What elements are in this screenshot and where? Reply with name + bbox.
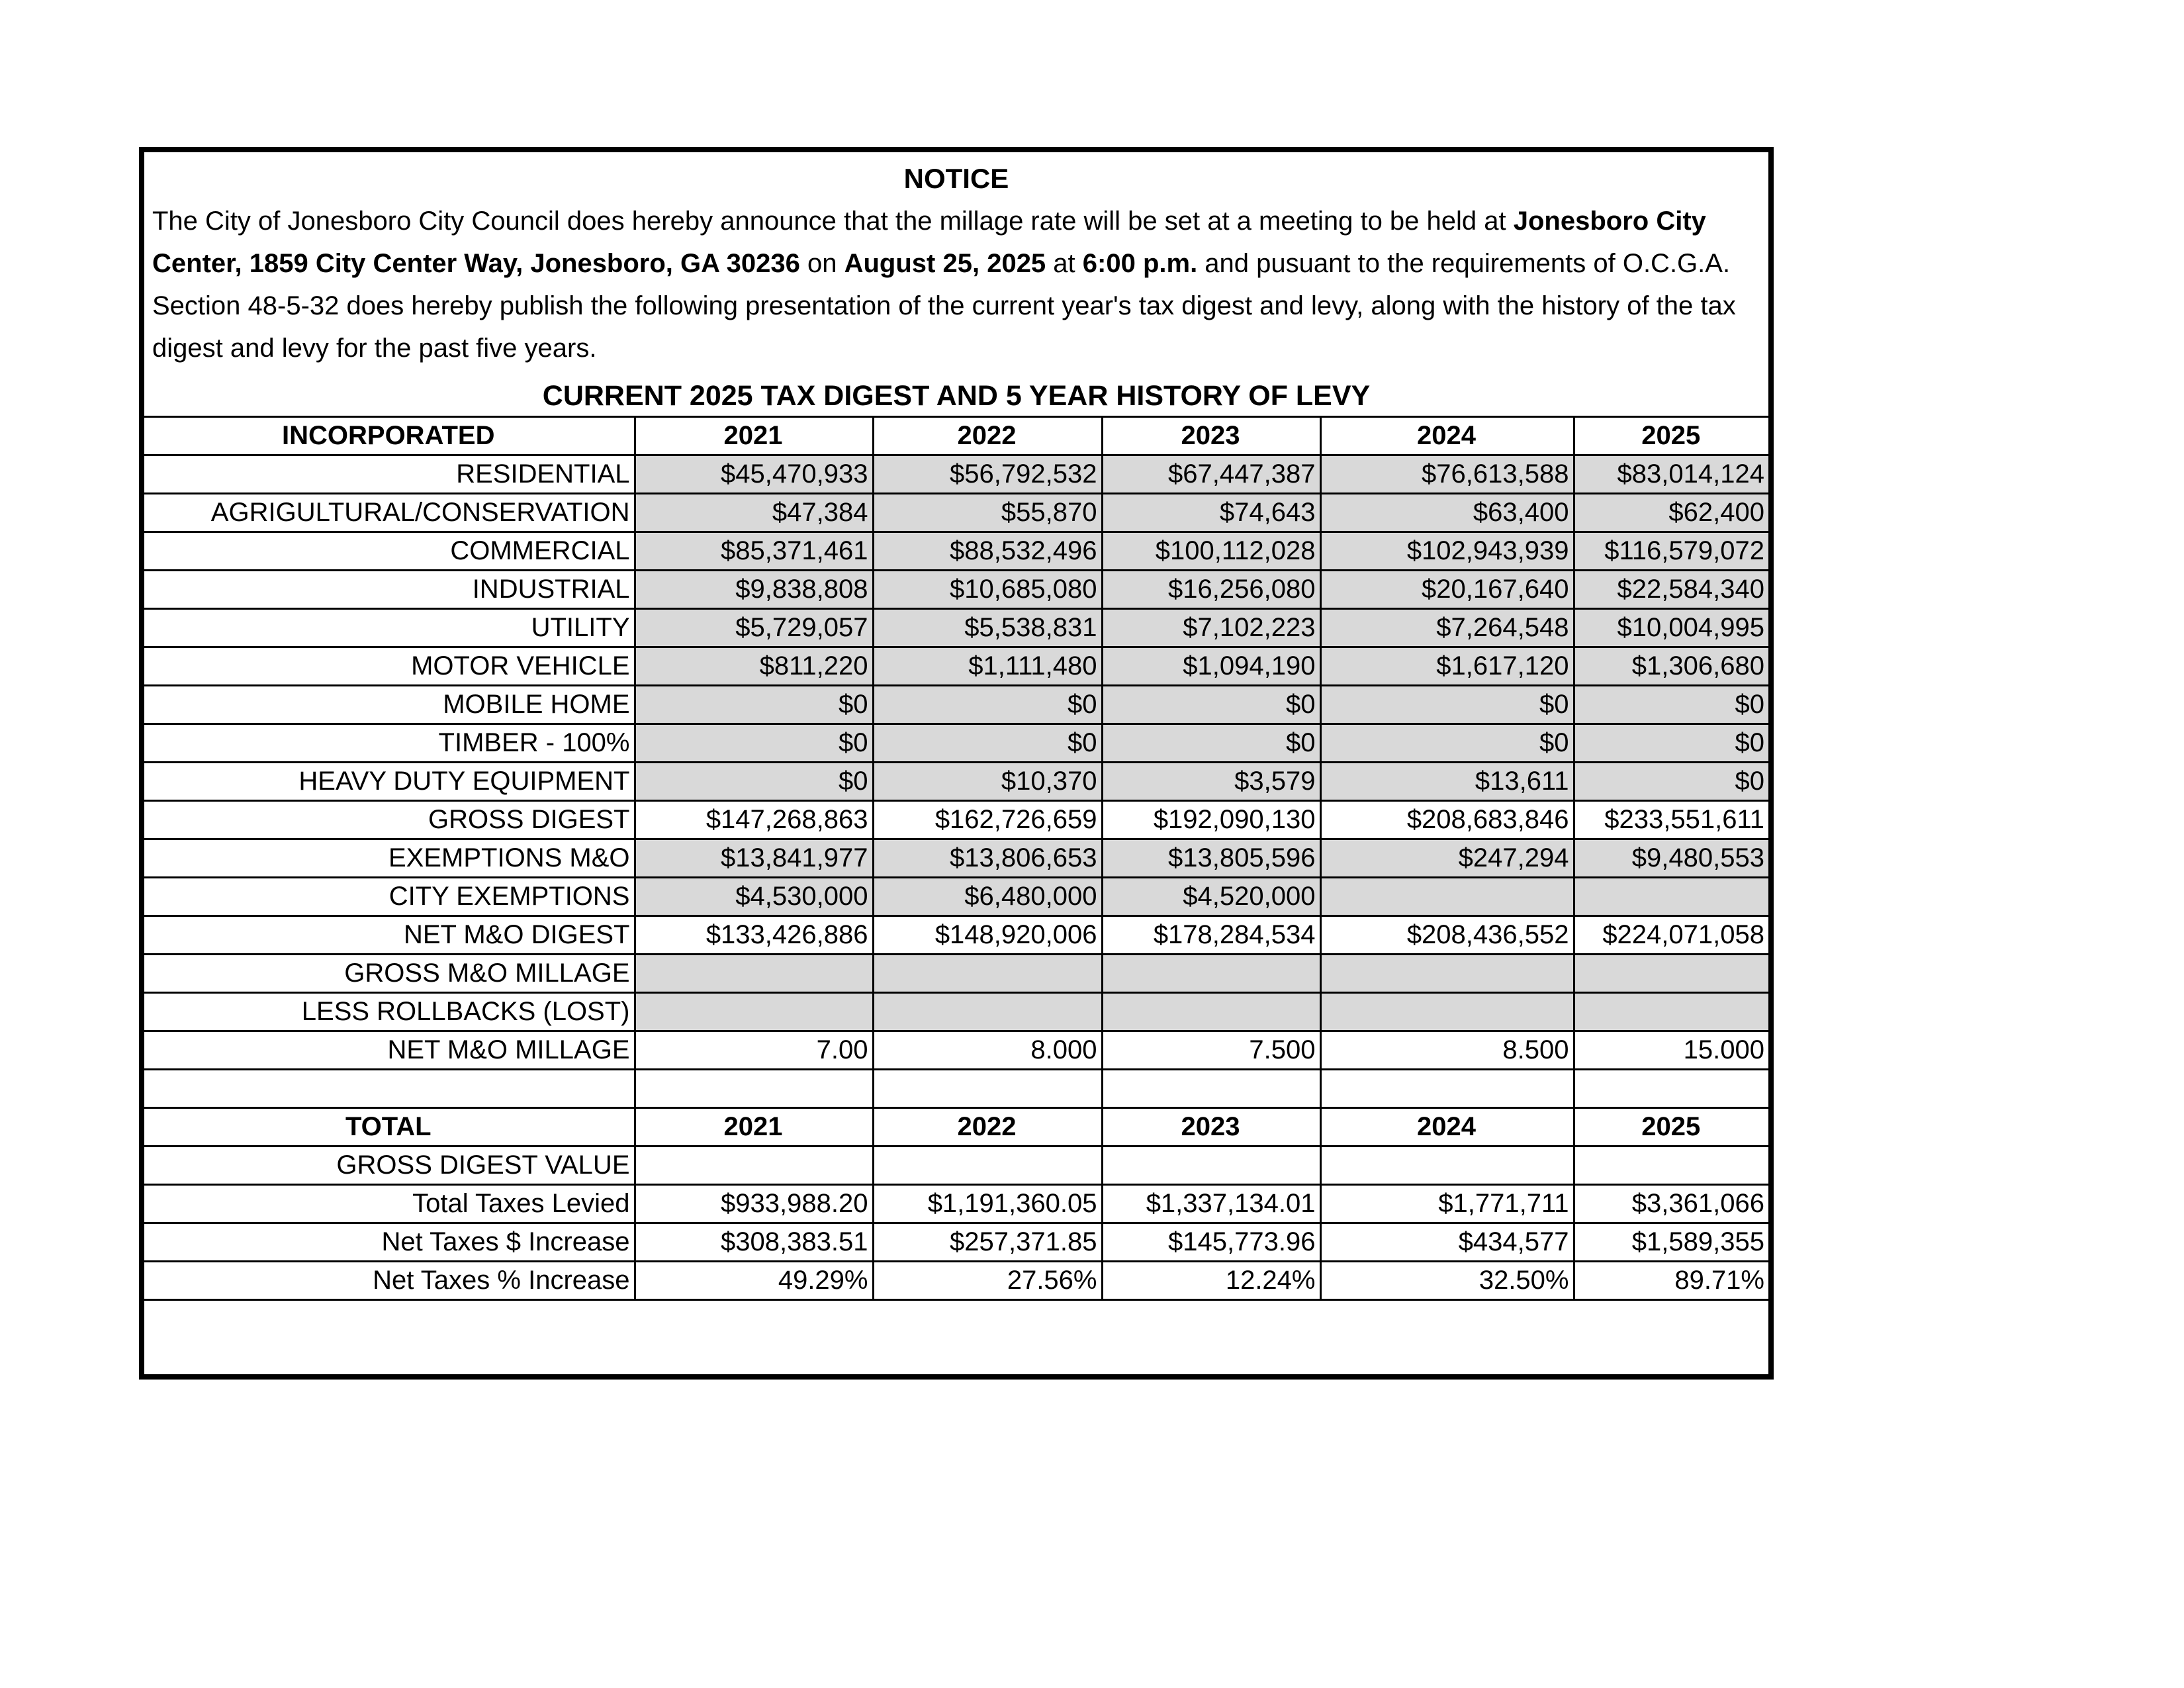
total-value-cell bbox=[1320, 1147, 1574, 1185]
incorporated-row-label: TIMBER - 100% bbox=[144, 724, 635, 763]
incorporated-value-cell bbox=[1102, 993, 1320, 1031]
year-header: 2024 bbox=[1320, 417, 1574, 455]
incorporated-value-cell: $0 bbox=[635, 686, 873, 724]
notice-title: NOTICE bbox=[903, 163, 1009, 194]
total-value-cell: 32.50% bbox=[1320, 1262, 1574, 1300]
year-header: 2024 bbox=[1320, 1108, 1574, 1147]
incorporated-value-cell: $148,920,006 bbox=[873, 916, 1102, 955]
incorporated-row bbox=[144, 532, 1768, 571]
notice-body bbox=[152, 200, 1767, 369]
spacer-row bbox=[144, 1070, 1768, 1108]
incorporated-value-cell: $0 bbox=[635, 763, 873, 801]
incorporated-row-label: MOBILE HOME bbox=[144, 686, 635, 724]
total-value-cell bbox=[1574, 1147, 1768, 1185]
incorporated-value-cell: $13,611 bbox=[1320, 763, 1574, 801]
incorporated-row bbox=[144, 955, 1768, 993]
total-row bbox=[144, 1262, 1768, 1300]
incorporated-value-cell: $88,532,496 bbox=[873, 532, 1102, 571]
year-header: 2022 bbox=[873, 1108, 1102, 1147]
incorporated-row bbox=[144, 993, 1768, 1031]
total-value-cell: $1,771,711 bbox=[1320, 1185, 1574, 1223]
incorporated-value-cell: $0 bbox=[1574, 763, 1768, 801]
total-row bbox=[144, 1147, 1768, 1185]
spacer-cell bbox=[1320, 1070, 1574, 1108]
total-row-label: Net Taxes % Increase bbox=[144, 1262, 635, 1300]
incorporated-row-label: GROSS M&O MILLAGE bbox=[144, 955, 635, 993]
notice-box bbox=[139, 147, 1774, 1380]
incorporated-value-cell bbox=[1102, 955, 1320, 993]
incorporated-row-label: RESIDENTIAL bbox=[144, 455, 635, 494]
spacer-cell bbox=[635, 1070, 873, 1108]
incorporated-value-cell bbox=[1574, 955, 1768, 993]
incorporated-row-label: INDUSTRIAL bbox=[144, 571, 635, 609]
incorporated-value-cell: $10,370 bbox=[873, 763, 1102, 801]
year-header: 2022 bbox=[873, 417, 1102, 455]
incorporated-row bbox=[144, 916, 1768, 955]
incorporated-value-cell: $247,294 bbox=[1320, 839, 1574, 878]
year-header: 2023 bbox=[1102, 1108, 1320, 1147]
digest-title: CURRENT 2025 TAX DIGEST AND 5 YEAR HISTORY OF LEVY bbox=[542, 380, 1371, 412]
incorporated-row-label: UTILITY bbox=[144, 609, 635, 647]
year-header: 2021 bbox=[635, 1108, 873, 1147]
incorporated-row-label: LESS ROLLBACKS (LOST) bbox=[144, 993, 635, 1031]
total-value-cell: $1,191,360.05 bbox=[873, 1185, 1102, 1223]
incorporated-value-cell: $0 bbox=[873, 724, 1102, 763]
incorporated-value-cell: $55,870 bbox=[873, 494, 1102, 532]
spacer-cell bbox=[1574, 1070, 1768, 1108]
incorporated-row-label: HEAVY DUTY EQUIPMENT bbox=[144, 763, 635, 801]
incorporated-value-cell: $9,480,553 bbox=[1574, 839, 1768, 878]
incorporated-value-cell: $162,726,659 bbox=[873, 801, 1102, 839]
total-row-label: GROSS DIGEST VALUE bbox=[144, 1147, 635, 1185]
incorporated-value-cell: $10,685,080 bbox=[873, 571, 1102, 609]
total-value-cell: 12.24% bbox=[1102, 1262, 1320, 1300]
incorporated-value-cell: $45,470,933 bbox=[635, 455, 873, 494]
incorporated-row bbox=[144, 609, 1768, 647]
incorporated-value-cell: $5,538,831 bbox=[873, 609, 1102, 647]
incorporated-value-cell: $1,111,480 bbox=[873, 647, 1102, 686]
incorporated-value-cell: $102,943,939 bbox=[1320, 532, 1574, 571]
incorporated-value-cell: $20,167,640 bbox=[1320, 571, 1574, 609]
incorporated-value-cell: $22,584,340 bbox=[1574, 571, 1768, 609]
incorporated-value-cell: $47,384 bbox=[635, 494, 873, 532]
incorporated-value-cell: $133,426,886 bbox=[635, 916, 873, 955]
total-value-cell: $1,337,134.01 bbox=[1102, 1185, 1320, 1223]
total-value-cell: $3,361,066 bbox=[1574, 1185, 1768, 1223]
incorporated-value-cell: $16,256,080 bbox=[1102, 571, 1320, 609]
incorporated-value-cell: $0 bbox=[1320, 686, 1574, 724]
incorporated-value-cell bbox=[873, 955, 1102, 993]
incorporated-value-cell: $0 bbox=[1320, 724, 1574, 763]
incorporated-value-cell: $7,264,548 bbox=[1320, 609, 1574, 647]
incorporated-value-cell: $811,220 bbox=[635, 647, 873, 686]
year-header: 2025 bbox=[1574, 1108, 1768, 1147]
incorporated-row bbox=[144, 455, 1768, 494]
incorporated-value-cell: 7.500 bbox=[1102, 1031, 1320, 1070]
total-value-cell: $1,589,355 bbox=[1574, 1223, 1768, 1262]
incorporated-value-cell: $0 bbox=[873, 686, 1102, 724]
incorporated-value-cell: $10,004,995 bbox=[1574, 609, 1768, 647]
incorporated-header-row bbox=[144, 417, 1768, 455]
incorporated-value-cell bbox=[1320, 878, 1574, 916]
incorporated-value-cell: $3,579 bbox=[1102, 763, 1320, 801]
incorporated-value-cell: $4,520,000 bbox=[1102, 878, 1320, 916]
incorporated-value-cell: $76,613,588 bbox=[1320, 455, 1574, 494]
incorporated-row bbox=[144, 801, 1768, 839]
digest-table bbox=[144, 416, 1768, 1301]
incorporated-row-label: NET M&O DIGEST bbox=[144, 916, 635, 955]
incorporated-row bbox=[144, 647, 1768, 686]
incorporated-value-cell: $13,806,653 bbox=[873, 839, 1102, 878]
incorporated-value-cell bbox=[1574, 878, 1768, 916]
incorporated-value-cell: $178,284,534 bbox=[1102, 916, 1320, 955]
year-header: 2021 bbox=[635, 417, 873, 455]
incorporated-row bbox=[144, 839, 1768, 878]
incorporated-value-cell: 8.000 bbox=[873, 1031, 1102, 1070]
incorporated-row-label: COMMERCIAL bbox=[144, 532, 635, 571]
incorporated-value-cell: $100,112,028 bbox=[1102, 532, 1320, 571]
meeting-location: Jonesboro City Center, 1859 City Center Way, Jonesboro, GA 30236 bbox=[152, 207, 1706, 278]
incorporated-value-cell: 8.500 bbox=[1320, 1031, 1574, 1070]
total-value-cell: 49.29% bbox=[635, 1262, 873, 1300]
spacer-cell bbox=[873, 1070, 1102, 1108]
meeting-time: 6:00 p.m. bbox=[1082, 249, 1198, 278]
incorporated-value-cell: $208,436,552 bbox=[1320, 916, 1574, 955]
total-header: TOTAL bbox=[144, 1108, 635, 1147]
total-row-label: Total Taxes Levied bbox=[144, 1185, 635, 1223]
notice-text-2: on bbox=[799, 249, 844, 278]
spacer-cell bbox=[1102, 1070, 1320, 1108]
incorporated-value-cell bbox=[1320, 955, 1574, 993]
year-header: 2025 bbox=[1574, 417, 1768, 455]
incorporated-value-cell: $0 bbox=[635, 724, 873, 763]
incorporated-value-cell bbox=[1320, 993, 1574, 1031]
incorporated-value-cell: $233,551,611 bbox=[1574, 801, 1768, 839]
incorporated-row-label: GROSS DIGEST bbox=[144, 801, 635, 839]
meeting-date: August 25, 2025 bbox=[844, 249, 1046, 278]
incorporated-row-label: NET M&O MILLAGE bbox=[144, 1031, 635, 1070]
incorporated-row bbox=[144, 571, 1768, 609]
incorporated-value-cell bbox=[873, 993, 1102, 1031]
incorporated-value-cell: $192,090,130 bbox=[1102, 801, 1320, 839]
total-value-cell: 27.56% bbox=[873, 1262, 1102, 1300]
incorporated-value-cell: $63,400 bbox=[1320, 494, 1574, 532]
incorporated-value-cell: $208,683,846 bbox=[1320, 801, 1574, 839]
incorporated-value-cell: $1,306,680 bbox=[1574, 647, 1768, 686]
total-value-cell: $257,371.85 bbox=[873, 1223, 1102, 1262]
incorporated-value-cell: $7,102,223 bbox=[1102, 609, 1320, 647]
spacer-cell bbox=[144, 1070, 635, 1108]
incorporated-value-cell: $6,480,000 bbox=[873, 878, 1102, 916]
incorporated-value-cell: $13,841,977 bbox=[635, 839, 873, 878]
incorporated-value-cell: $13,805,596 bbox=[1102, 839, 1320, 878]
notice-text-4: and pusuant to the requirements of O.C.G.A. Section 48-5-32 does hereby publish the following presentation of the current year's tax digest and levy, along with the history of the tax digest and levy for the past five years. bbox=[152, 249, 1736, 363]
total-value-cell: $145,773.96 bbox=[1102, 1223, 1320, 1262]
incorporated-row-label: MOTOR VEHICLE bbox=[144, 647, 635, 686]
incorporated-value-cell: $67,447,387 bbox=[1102, 455, 1320, 494]
incorporated-row-label: AGRIGULTURAL/CONSERVATION bbox=[144, 494, 635, 532]
incorporated-value-cell: $224,071,058 bbox=[1574, 916, 1768, 955]
incorporated-value-cell: $85,371,461 bbox=[635, 532, 873, 571]
total-header-row bbox=[144, 1108, 1768, 1147]
incorporated-value-cell: $4,530,000 bbox=[635, 878, 873, 916]
incorporated-value-cell bbox=[635, 955, 873, 993]
incorporated-value-cell: $1,094,190 bbox=[1102, 647, 1320, 686]
incorporated-value-cell: 7.00 bbox=[635, 1031, 873, 1070]
incorporated-value-cell: $56,792,532 bbox=[873, 455, 1102, 494]
incorporated-value-cell: $5,729,057 bbox=[635, 609, 873, 647]
total-value-cell bbox=[1102, 1147, 1320, 1185]
total-value-cell: $933,988.20 bbox=[635, 1185, 873, 1223]
incorporated-value-cell bbox=[1574, 993, 1768, 1031]
incorporated-value-cell: $0 bbox=[1574, 686, 1768, 724]
incorporated-value-cell: $83,014,124 bbox=[1574, 455, 1768, 494]
notice-text-1: The City of Jonesboro City Council does hereby announce that the millage rate will be set at a meeting to be held at bbox=[152, 207, 1514, 236]
total-value-cell: 89.71% bbox=[1574, 1262, 1768, 1300]
total-value-cell: $308,383.51 bbox=[635, 1223, 873, 1262]
incorporated-value-cell bbox=[635, 993, 873, 1031]
incorporated-value-cell: $1,617,120 bbox=[1320, 647, 1574, 686]
incorporated-value-cell: $74,643 bbox=[1102, 494, 1320, 532]
total-row bbox=[144, 1185, 1768, 1223]
incorporated-value-cell: 15.000 bbox=[1574, 1031, 1768, 1070]
incorporated-value-cell: $9,838,808 bbox=[635, 571, 873, 609]
year-header: 2023 bbox=[1102, 417, 1320, 455]
total-value-cell: $434,577 bbox=[1320, 1223, 1574, 1262]
total-value-cell bbox=[873, 1147, 1102, 1185]
incorporated-row bbox=[144, 686, 1768, 724]
incorporated-value-cell: $62,400 bbox=[1574, 494, 1768, 532]
digest-table-body bbox=[144, 417, 1768, 1300]
incorporated-value-cell: $0 bbox=[1102, 724, 1320, 763]
incorporated-value-cell: $0 bbox=[1102, 686, 1320, 724]
total-row bbox=[144, 1223, 1768, 1262]
total-row-label: Net Taxes $ Increase bbox=[144, 1223, 635, 1262]
incorporated-value-cell: $147,268,863 bbox=[635, 801, 873, 839]
total-value-cell bbox=[635, 1147, 873, 1185]
notice-text-3: at bbox=[1046, 249, 1083, 278]
incorporated-row-label: CITY EXEMPTIONS bbox=[144, 878, 635, 916]
incorporated-row bbox=[144, 494, 1768, 532]
incorporated-row-label: EXEMPTIONS M&O bbox=[144, 839, 635, 878]
incorporated-row bbox=[144, 1031, 1768, 1070]
incorporated-row bbox=[144, 763, 1768, 801]
incorporated-row bbox=[144, 724, 1768, 763]
incorporated-value-cell: $0 bbox=[1574, 724, 1768, 763]
incorporated-value-cell: $116,579,072 bbox=[1574, 532, 1768, 571]
incorporated-row bbox=[144, 878, 1768, 916]
incorporated-header: INCORPORATED bbox=[144, 417, 635, 455]
